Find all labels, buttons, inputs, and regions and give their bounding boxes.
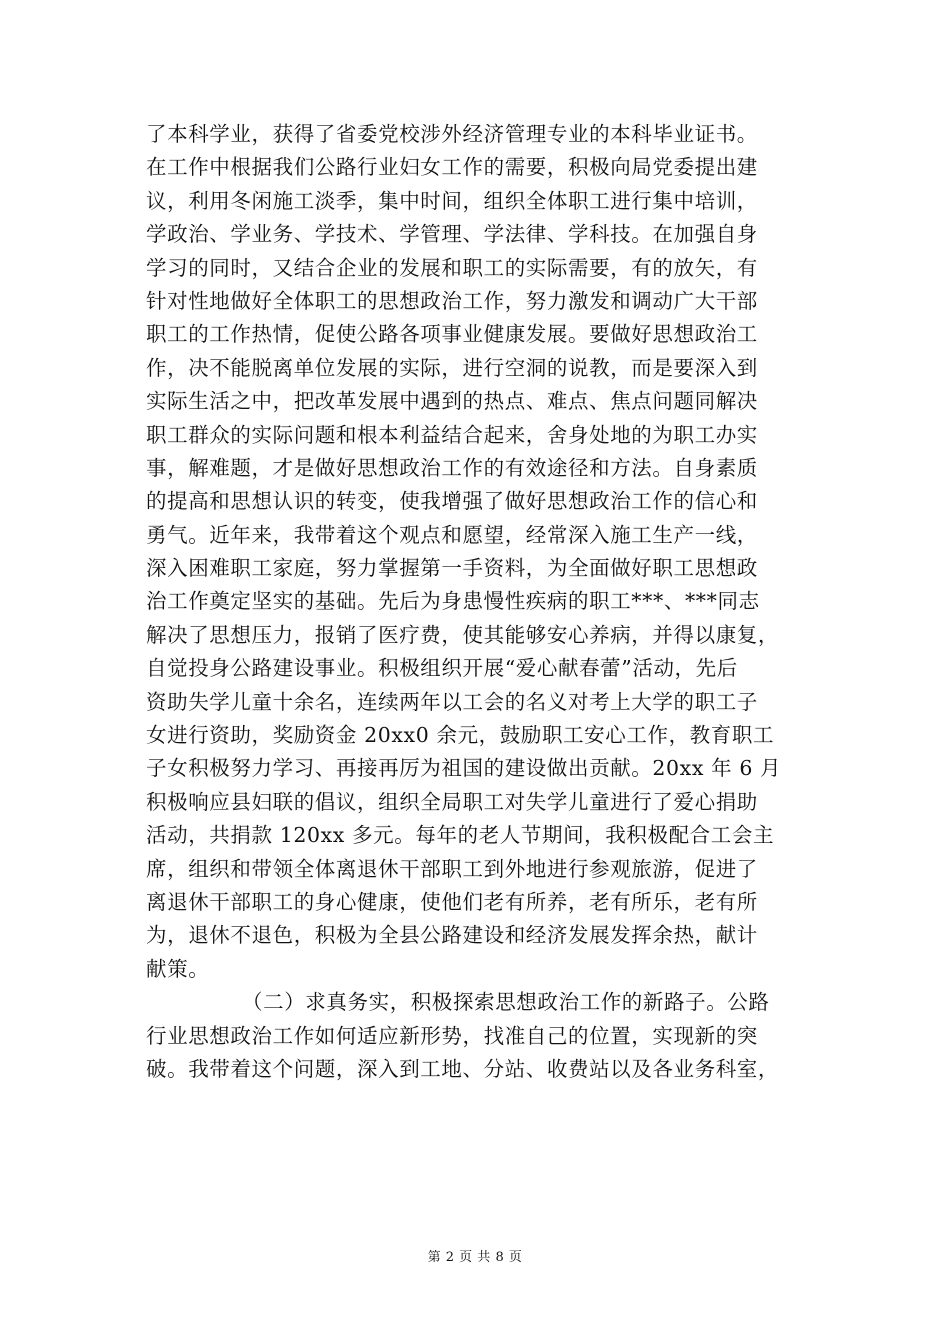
text-line: 针对性地做好全体职工的思想政治工作，努力激发和调动广大干部 [146,288,758,313]
text-line: 学政治、学业务、学技术、学管理、学法律、学科技。在加强自身 [146,222,758,247]
text-line: 了本科学业，获得了省委党校涉外经济管理专业的本科毕业证书。 [146,122,758,146]
section-heading-line: （二）求真务实，积极探索思想政治工作的新路子。公路 [242,990,770,1015]
text-line: 资助失学儿童十余名，连续两年以工会的名义对考上大学的职工子 [146,689,758,714]
text-line: 献策。 [146,956,210,981]
text-line: 活动，共捐款 120xx 多元。每年的老人节期间，我积极配合工会主 [146,823,775,848]
text-line: 破。我带着这个问题，深入到工地、分站、收费站以及各业务科室， [146,1056,779,1081]
text-line: 学习的同时，又结合企业的发展和职工的实际需要，有的放矢，有 [146,255,758,280]
text-line: 职工群众的实际问题和根本利益结合起来，舍身处地的为职工办实 [146,422,758,447]
text-line: 离退休干部职工的身心健康，使他们老有所养，老有所乐，老有所 [146,889,758,914]
text-line: 自觉投身公路建设事业。积极组织开展“爱心献春蕾”活动，先后 [146,656,738,681]
text-line: 勇气。近年来，我带着这个观点和愿望，经常深入施工生产一线， [146,522,758,547]
text-line: 解决了思想压力，报销了医疗费，使其能够安心养病，并得以康复， [146,622,779,647]
page-number-footer: 第 2 页 共 8 页 [427,1250,523,1265]
document-body [146,118,826,1086]
text-line: 积极响应县妇联的倡议，组织全局职工对失学儿童进行了爱心捐助 [146,789,758,814]
text-line: 子女积极努力学习、再接再厉为祖国的建设做出贡献。20xx 年 6 月 [146,756,782,781]
text-line: 职工的工作热情，促使公路各项事业健康发展。要做好思想政治工 [146,322,758,347]
text-line: 为，退休不退色，积极为全县公路建设和经济发展发挥余热，献计 [146,923,758,948]
text-line: 事，解难题，才是做好思想政治工作的有效途径和方法。自身素质 [146,455,758,480]
text-line: 深入困难职工家庭，努力掌握第一手资料，为全面做好职工思想政 [146,556,758,581]
text-line: 作，决不能脱离单位发展的实际，进行空洞的说教，而是要深入到 [146,355,758,380]
text-line: 的提高和思想认识的转变，使我增强了做好思想政治工作的信心和 [146,489,758,514]
text-line: 议，利用冬闲施工淡季，集中时间，组织全体职工进行集中培训， [146,188,758,213]
text-line: 行业思想政治工作如何适应新形势，找准自己的位置，实现新的突 [146,1023,758,1048]
text-line: 实际生活之中，把改革发展中遇到的热点、难点、焦点问题同解决 [146,389,758,414]
text-line: 席，组织和带领全体离退休干部职工到外地进行参观旅游，促进了 [146,856,758,881]
text-line: 在工作中根据我们公路行业妇女工作的需要，积极向局党委提出建 [146,155,758,180]
text-line: 女进行资助，奖励资金 20xx0 余元，鼓励职工安心工作，教育职工 [146,723,775,748]
text-line: 治工作奠定坚实的基础。先后为身患慢性疾病的职工***、***同志 [146,589,760,614]
